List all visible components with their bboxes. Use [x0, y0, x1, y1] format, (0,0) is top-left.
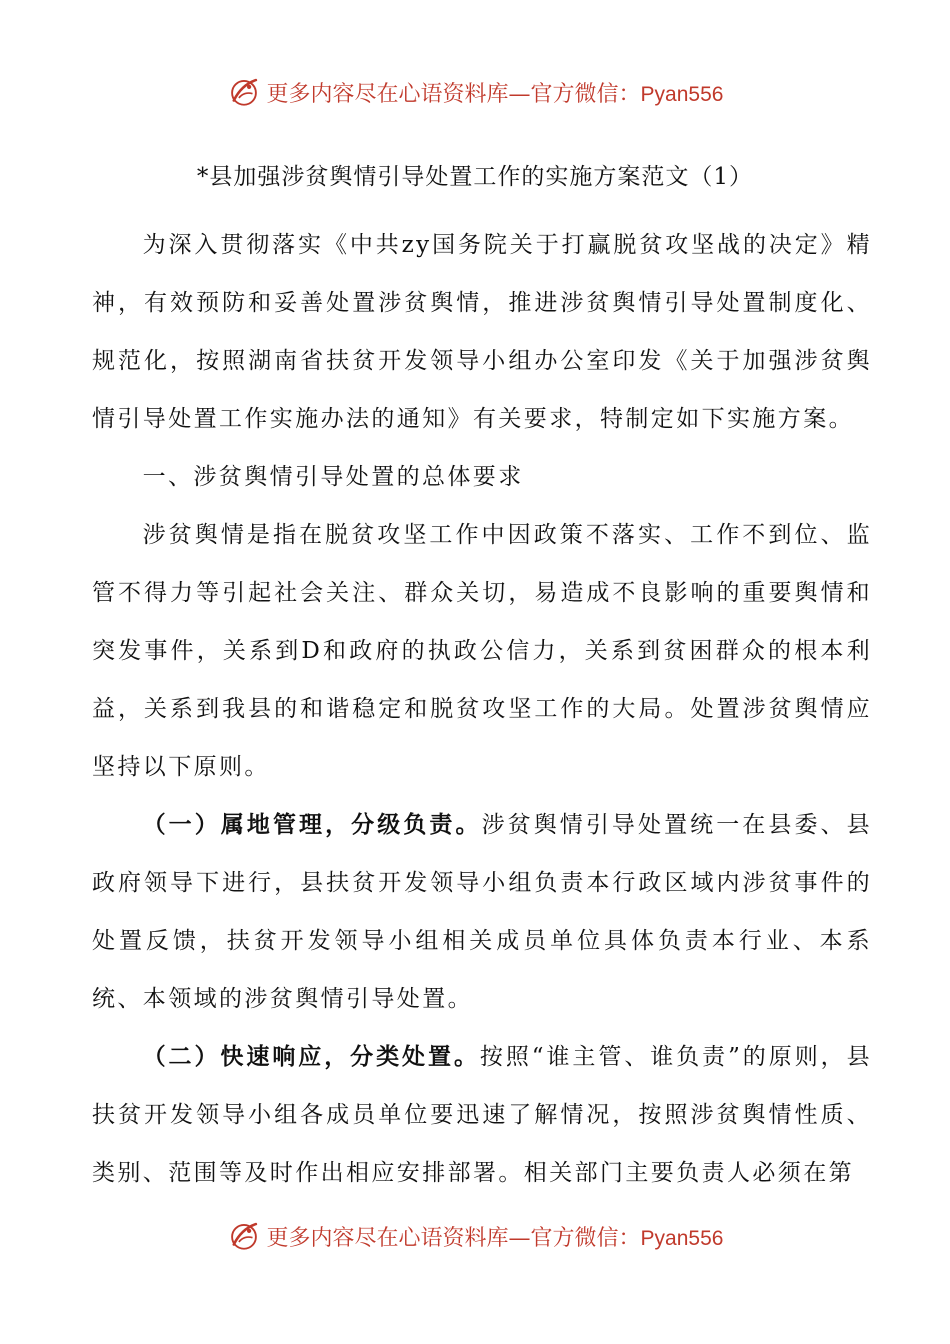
paragraph-principle-2: （二）快速响应，分类处置。按照“谁主管、谁负责”的原则，县扶贫开发领导小组各成员单位要迅速了解情况，按照涉贫舆情性质、类别、范围等及时作出相应安排部署。相关部门主要负责人必须在第	[92, 1043, 872, 1186]
paragraph-intro: 为深入贯彻落实《中共zy国务院关于打赢脱贫攻坚战的决定》精神，有效预防和妥善处置涉贫舆情，推进涉贫舆情引导处置制度化、规范化，按照湖南省扶贫开发领导小组办公室印发《关于加强涉贫舆情引导处置工作实施办法的通知》有关要求，特制定如下实施方案。	[92, 232, 872, 432]
document-title: *县加强涉贫舆情引导处置工作的实施方案范文（1）	[196, 164, 754, 190]
logo-icon	[227, 75, 261, 109]
paragraph-definition: 涉贫舆情是指在脱贫攻坚工作中因政策不落实、工作不到位、监管不得力等引起社会关注、群众关切，易造成不良影响的重要舆情和突发事件，关系到D和政府的执政公信力，关系到贫困群众的根本利益，关系到我县的和谐稳定和脱贫攻坚工作的大局。处置涉贫舆情应坚持以下原则。	[92, 522, 872, 780]
watermark-text: 更多内容尽在心语资料库—官方微信：Pyan556	[266, 81, 724, 107]
watermark-text: 更多内容尽在心语资料库—官方微信：Pyan556	[266, 1225, 724, 1251]
paragraph-principle-1: （一）属地管理，分级负责。涉贫舆情引导处置统一在县委、县政府领导下进行，县扶贫开发领导小组负责本行政区域内涉贫事件的处置反馈，扶贫开发领导小组相关成员单位具体负责本行业、本系统、本领域的涉贫舆情引导处置。	[92, 811, 873, 1012]
principle-1-heading: （一）属地管理，分级负责。	[142, 811, 482, 838]
section-heading-1: 一、涉贫舆情引导处置的总体要求	[142, 464, 524, 490]
watermark-id: Pyan556	[640, 1226, 724, 1250]
document-body	[92, 216, 872, 1202]
principle-2-heading: （二）快速响应，分类处置。	[142, 1043, 480, 1070]
watermark-id: Pyan556	[640, 82, 724, 106]
watermark-header	[0, 72, 950, 112]
watermark-footer	[0, 1216, 950, 1256]
logo-icon	[227, 1219, 261, 1253]
